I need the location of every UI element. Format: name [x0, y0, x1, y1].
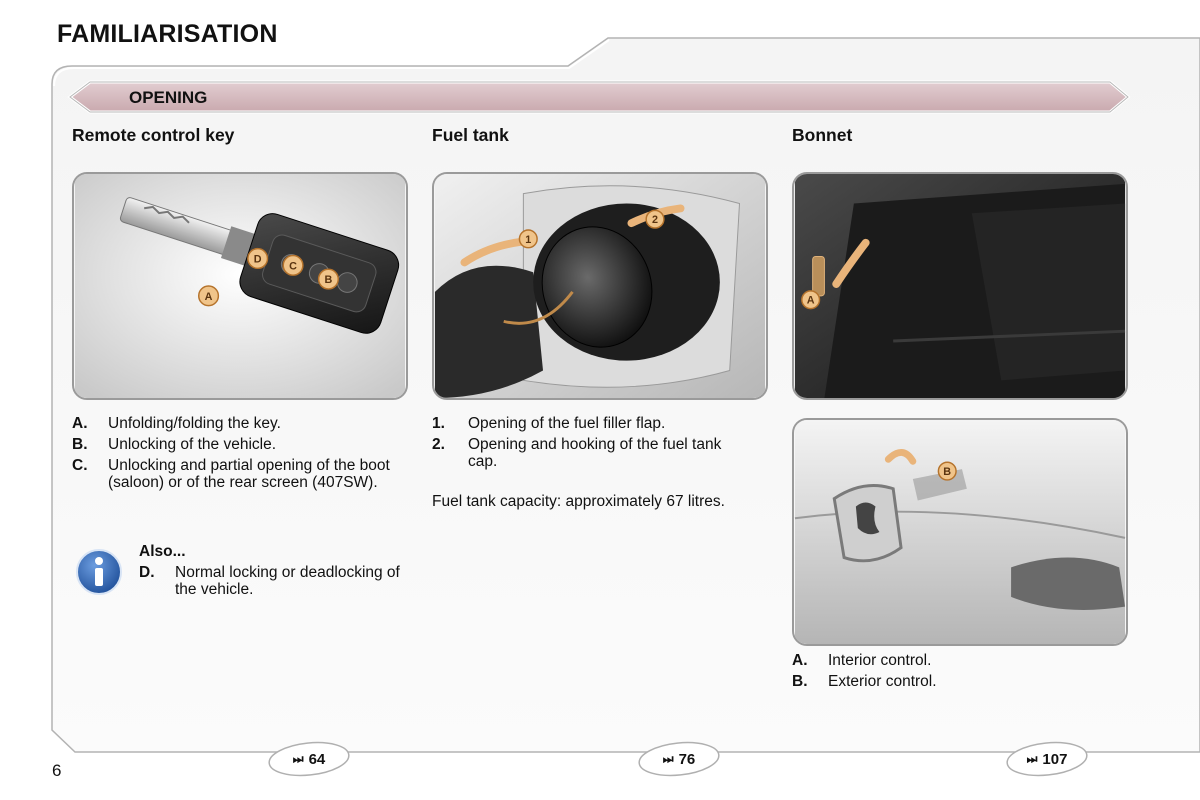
page-number: 6 [52, 761, 62, 780]
also-heading: Also... [139, 543, 186, 560]
list-item: B. Exterior control. [792, 673, 937, 690]
fuel-tank-list [432, 415, 752, 474]
section-banner [70, 82, 1128, 112]
bonnet-interior-illustration [794, 174, 1126, 398]
page-ref-107-button[interactable]: ⏭ 107 [1005, 741, 1089, 777]
list-item: 1. Opening of the fuel filler flap. [432, 415, 666, 432]
bonnet-exterior-photo [792, 418, 1128, 646]
bonnet-list [792, 652, 1112, 694]
callout-b-exterior: B [943, 466, 952, 479]
list-item: A. Interior control. [792, 652, 932, 669]
list-item: 2. Opening and hooking of the fuel tank cap. [432, 436, 722, 470]
bonnet-heading: Bonnet [792, 125, 853, 145]
bonnet-interior-photo [792, 172, 1128, 400]
callout-d: D [253, 253, 262, 266]
callout-c: C [289, 260, 297, 273]
fuel-capacity-note: Fuel tank capacity: approximately 67 litres. [432, 493, 725, 510]
page-ref-76-button[interactable]: ⏭ 76 [637, 741, 721, 777]
also-list [139, 564, 419, 602]
info-icon [75, 548, 123, 596]
bonnet-exterior-illustration [794, 420, 1126, 644]
remote-key-heading: Remote control key [72, 125, 235, 145]
fuel-tank-illustration [434, 174, 766, 398]
remote-key-photo [72, 172, 408, 400]
skip-forward-icon: ⏭ [292, 751, 304, 766]
callout-2: 2 [652, 214, 659, 227]
callout-a: A [204, 290, 213, 303]
remote-key-list [72, 415, 392, 495]
page-ref-64-button[interactable]: ⏭ 64 [267, 741, 351, 777]
callout-a-interior: A [806, 294, 815, 307]
callout-1: 1 [525, 233, 532, 246]
list-item: B. Unlocking of the vehicle. [72, 436, 277, 453]
skip-forward-icon: ⏭ [1026, 751, 1038, 766]
callout-b: B [324, 274, 333, 287]
list-item: D. Normal locking or deadlocking of the vehicle. [139, 564, 400, 598]
page-title: FAMILIARISATION [57, 20, 278, 48]
fuel-tank-heading: Fuel tank [432, 125, 509, 145]
section-title: OPENING [129, 88, 208, 107]
remote-key-illustration [74, 174, 406, 398]
list-item: A. Unfolding/folding the key. [72, 415, 281, 432]
list-item: C. Unlocking and partial opening of the boot (saloon) or of the rear screen (407SW). [72, 457, 390, 491]
fuel-tank-photo [432, 172, 768, 400]
skip-forward-icon: ⏭ [662, 751, 674, 766]
